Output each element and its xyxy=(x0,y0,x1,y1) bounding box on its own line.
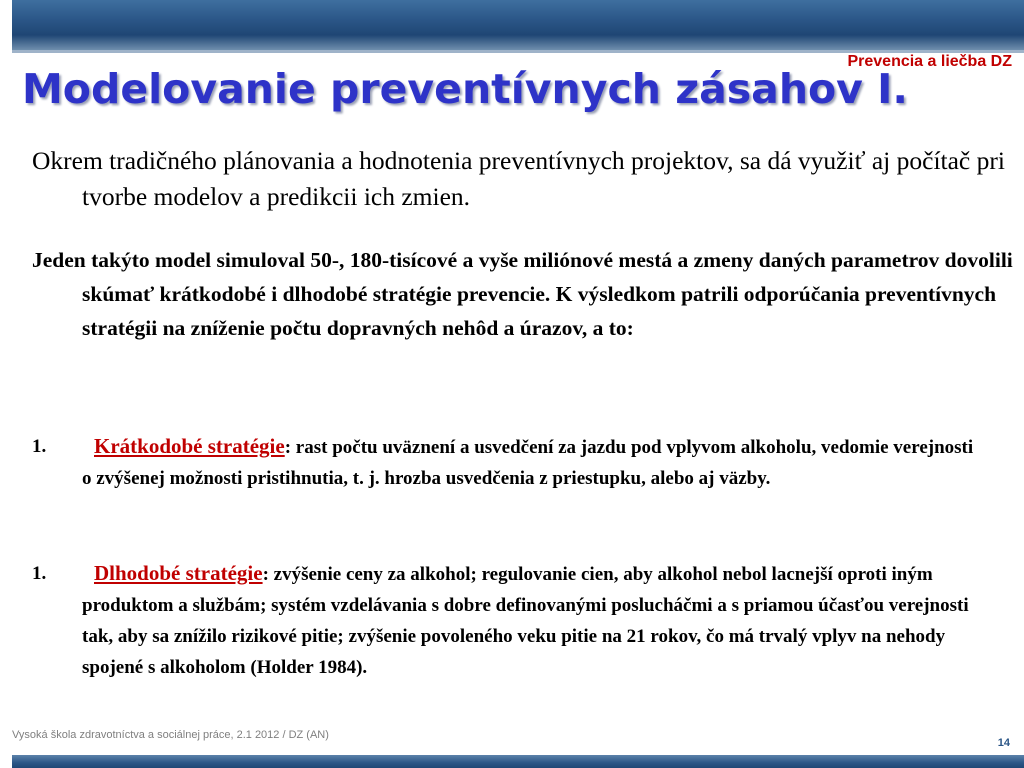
section-label: Prevencia a liečba DZ xyxy=(847,53,1012,70)
strategy-short-term-label: Krátkodobé stratégie xyxy=(94,434,285,458)
model-paragraph: Jeden takýto model simuloval 50-, 180-tisícové a vyše miliónové mestá a zmeny daných parametrov dovolili skúmať krátkodobé i dlhodobé stratégie prevencie. K výsledkom patrili odporúčania preventívnych stratégii na zníženie počtu dopravných nehôd a úrazov, a to: xyxy=(32,248,1013,340)
bottom-banner xyxy=(12,755,1024,768)
list-item-text xyxy=(32,431,982,494)
top-banner xyxy=(12,0,1024,50)
slide-title: Modelovanie preventívnych zásahov I. xyxy=(22,65,909,113)
list-number: 1. xyxy=(32,563,47,584)
strategy-long-term-label: Dlhodobé stratégie xyxy=(94,561,263,585)
list-item xyxy=(32,558,982,683)
list-item xyxy=(32,431,982,494)
intro-text: Okrem tradičného plánovania a hodnotenia preventívnych projektov, sa dá využiť aj počítač pri tvorbe modelov a predikcii ich zmien. xyxy=(32,146,1005,211)
page-number: 14 xyxy=(997,737,1010,749)
strategy-description: : rast počtu uväznení a usvedčení za jazdu pod vplyvom alkoholu, vedomie verejnosti o zvýšenej možnosti pristihnutia, t. j. hrozba usvedčenia z priestupku, alebo aj väzby. xyxy=(82,437,974,489)
footer-institution: Vysoká škola zdravotníctva a sociálnej práce, 2.1 2012 / DZ (AN) xyxy=(12,729,329,741)
strategy-description: : zvýšenie ceny za alkohol; regulovanie cien, aby alkohol nebol lacnejší oproti iným produktom a službám; systém vzdelávania s dobre definovanými poslucháčmi a s priamou účasťou verejnosti tak, aby sa znížilo rizikové pitie; zvýšenie povoleného veku pitie na 21 rokov, čo má trvalý vplyv na nehody spojené s alkoholom (Holder 1984). xyxy=(82,564,969,678)
list-item-text xyxy=(32,558,982,683)
list-number: 1. xyxy=(32,436,47,457)
